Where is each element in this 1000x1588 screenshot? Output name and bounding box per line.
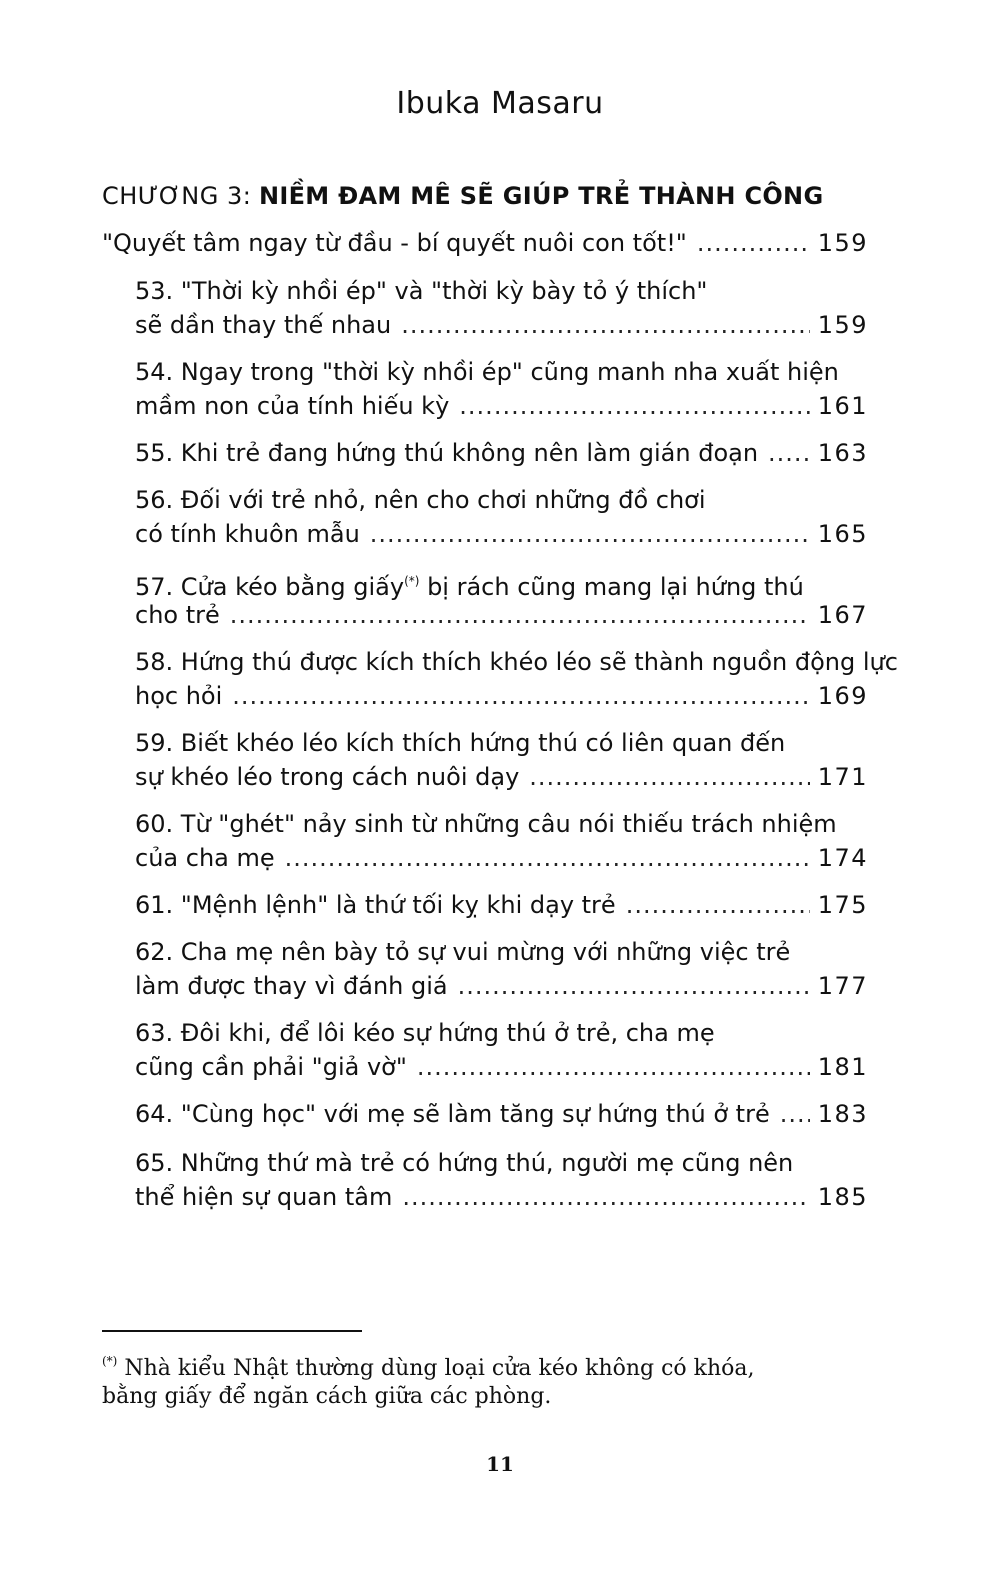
toc-entry-text: 61. "Mệnh lệnh" là thứ tối kỵ khi dạy trẻ [135,891,616,919]
toc-entry-text: có tính khuôn mẫu [135,520,360,548]
toc-page-number: 177 [817,972,868,1000]
leader-dots [626,890,810,920]
toc-entry-58-line1[interactable]: 58. Hứng thú được kích thích khéo léo sẽ thành nguồn động lực [135,648,898,676]
toc-entry-text: sự khéo léo trong cách nuôi dạy [135,763,520,791]
footnote-text-1: Nhà kiểu Nhật thường dùng loại cửa kéo không có khóa, [117,1356,755,1381]
toc-entry-54-line1[interactable]: 54. Ngay trong "thời kỳ nhồi ép" cũng manh nha xuất hiện [135,358,839,386]
toc-entry-64[interactable] [135,1099,868,1129]
entry-57-text-a: 57. Cửa kéo bằng giấy [135,573,405,601]
toc-entry-62[interactable] [135,971,868,1001]
toc-entry-57[interactable] [135,600,868,630]
toc-entry-text: mầm non của tính hiếu kỳ [135,392,450,420]
leader-dots [697,228,810,258]
toc-entry-59[interactable] [135,762,868,792]
toc-entry-59-line1[interactable]: 59. Biết khéo léo kích thích hứng thú có liên quan đến [135,729,786,757]
toc-entry-text: sẽ dần thay thế nhau [135,311,392,339]
leader-dots [458,971,810,1001]
toc-entry-55[interactable] [135,438,868,468]
toc-entry-60[interactable] [135,843,868,873]
toc-entry-text: 64. "Cùng học" với mẹ sẽ làm tăng sự hứng thú ở trẻ [135,1100,770,1128]
leader-dots [285,843,810,873]
toc-entry-61[interactable] [135,890,868,920]
toc-page-number: 163 [817,439,868,467]
chapter-title: NIỀM ĐAM MÊ SẼ GIÚP TRẺ THÀNH CÔNG [258,182,824,210]
toc-entry-text: cũng cần phải "giả vờ" [135,1053,407,1081]
toc-entry-54[interactable] [135,391,868,421]
toc-page-number: 183 [817,1100,868,1128]
footnote-reference-mark[interactable]: (*) [404,574,420,588]
running-head-author: Ibuka Masaru [396,86,604,121]
toc-entry-text: cho trẻ [135,601,220,629]
footnote-line-1 [102,1346,872,1384]
toc-page-number: 175 [817,891,868,919]
chapter-label: CHƯƠNG 3: [102,182,252,210]
toc-page-number: 171 [817,763,868,791]
toc-entry-text: 55. Khi trẻ đang hứng thú không nên làm gián đoạn [135,439,759,467]
leader-dots [459,391,809,421]
toc-entry-62-line1[interactable]: 62. Cha mẹ nên bày tỏ sự vui mừng với những việc trẻ [135,938,791,966]
toc-entry-58[interactable] [135,681,868,711]
toc-entry-57-line1[interactable] [135,566,804,602]
toc-page-number: 161 [817,392,868,420]
leader-dots [370,519,810,549]
leader-dots [401,310,809,340]
footnote-divider [102,1330,362,1332]
footnote-line-2: bằng giấy để ngăn cách giữa các phòng. [102,1384,552,1409]
toc-entry-56[interactable] [135,519,868,549]
toc-page-number: 159 [817,229,868,257]
leader-dots [402,1182,809,1212]
page-number: 11 [486,1452,514,1476]
toc-entry-60-line1[interactable]: 60. Từ "ghét" nảy sinh từ những câu nói thiếu trách nhiệm [135,810,837,838]
toc-page-number: 159 [817,311,868,339]
toc-entry-text: làm được thay vì đánh giá [135,972,448,1000]
toc-page-number: 165 [817,520,868,548]
toc-entry-65-line1[interactable]: 65. Những thứ mà trẻ có hứng thú, người mẹ cũng nên [135,1149,794,1177]
chapter-heading [102,182,892,210]
toc-entry-text: "Quyết tâm ngay từ đầu - bí quyết nuôi con tốt!" [102,229,687,257]
toc-entry-text: thể hiện sự quan tâm [135,1183,393,1211]
toc-entry-53[interactable] [135,310,868,340]
leader-dots [417,1052,810,1082]
toc-entry-text: học hỏi [135,682,223,710]
toc-page-number: 185 [817,1183,868,1211]
leader-dots [232,681,809,711]
toc-entry-65[interactable] [135,1182,868,1212]
toc-entry-63[interactable] [135,1052,868,1082]
toc-entry-text: của cha mẹ [135,844,275,872]
footnote-mark: (*) [102,1354,118,1368]
leader-dots [230,600,810,630]
toc-page-number: 167 [817,601,868,629]
toc-entry-56-line1[interactable]: 56. Đối với trẻ nhỏ, nên cho chơi những đồ chơi [135,486,706,514]
toc-entry-intro[interactable] [102,228,868,258]
toc-page-number: 174 [817,844,868,872]
toc-page-number: 169 [817,682,868,710]
entry-57-text-b: bị rách cũng mang lại hứng thú [419,573,804,601]
leader-dots [768,438,810,468]
toc-entry-53-line1[interactable]: 53. "Thời kỳ nhồi ép" và "thời kỳ bày tỏ ý thích" [135,277,708,305]
leader-dots [529,762,809,792]
leader-dots [780,1099,810,1129]
toc-entry-63-line1[interactable]: 63. Đôi khi, để lôi kéo sự hứng thú ở trẻ, cha mẹ [135,1019,715,1047]
toc-page-number: 181 [817,1053,868,1081]
